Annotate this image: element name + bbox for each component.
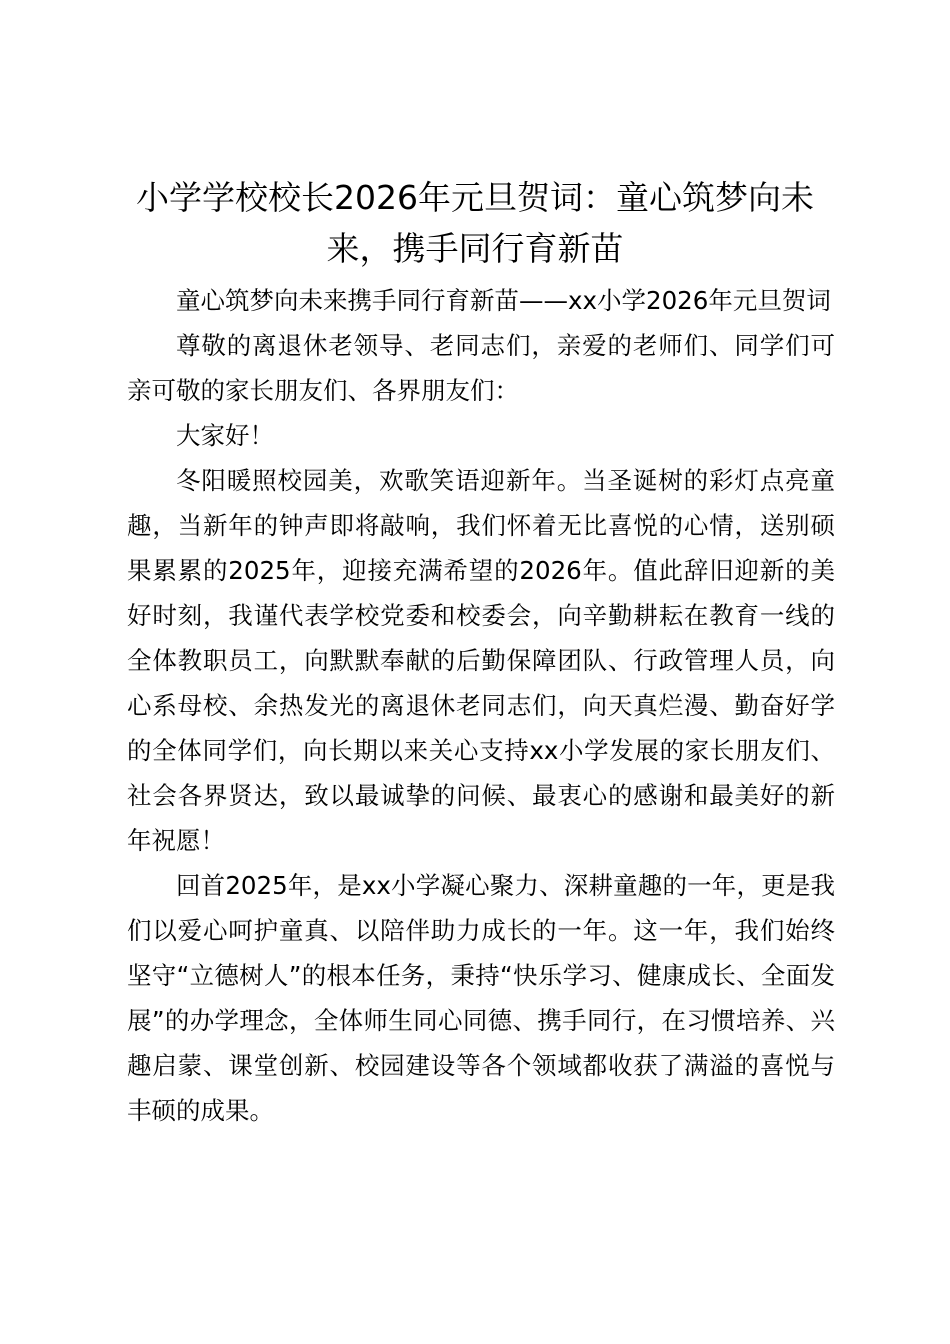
- paragraph-review-2025: 回首2025年，是xx小学凝心聚力、深耕童趣的一年，更是我们以爱心呵护童真、以陪伴助力成长的一年。这一年，我们始终坚守“立德树人”的根本任务，秉持“快乐学习、健康成长、全面发展”的办学理念，全体师生同心同德、携手同行，在习惯培养、兴趣启蒙、课堂创新、校园建设等各个领域都收获了满溢的喜悦与丰硕的成果。: [127, 871, 835, 1125]
- paragraph-greeting: 大家好！: [176, 421, 274, 450]
- document-title: 小学学校校长2026年元旦贺词：童心筑梦向未来，携手同行育新苗: [136, 178, 814, 268]
- paragraph-new-year-wishes: 冬阳暖照校园美，欢歌笑语迎新年。当圣诞树的彩灯点亮童趣，当新年的钟声即将敲响，我们怀着无比喜悦的心情，送别硕果累累的2025年，迎接充满希望的2026年。值此辞旧迎新的美好时刻，我谨代表学校党委和校委会，向辛勤耕耘在教育一线的全体教职员工，向默默奉献的后勤保障团队、行政管理人员，向心系母校、余热发光的离退休老同志们，向天真烂漫、勤奋好学的全体同学们，向长期以来关心支持xx小学发展的家长朋友们、社会各界贤达，致以最诚挚的问候、最衷心的感谢和最美好的新年祝愿！: [127, 466, 835, 855]
- paragraph-salutation: 尊敬的离退休老领导、老同志们，亲爱的老师们、同学们可亲可敬的家长朋友们、各界朋友们：: [127, 331, 835, 405]
- paragraph-subtitle: 童心筑梦向未来携手同行育新苗——xx小学2026年元旦贺词: [176, 286, 831, 315]
- document-body: [127, 278, 835, 1133]
